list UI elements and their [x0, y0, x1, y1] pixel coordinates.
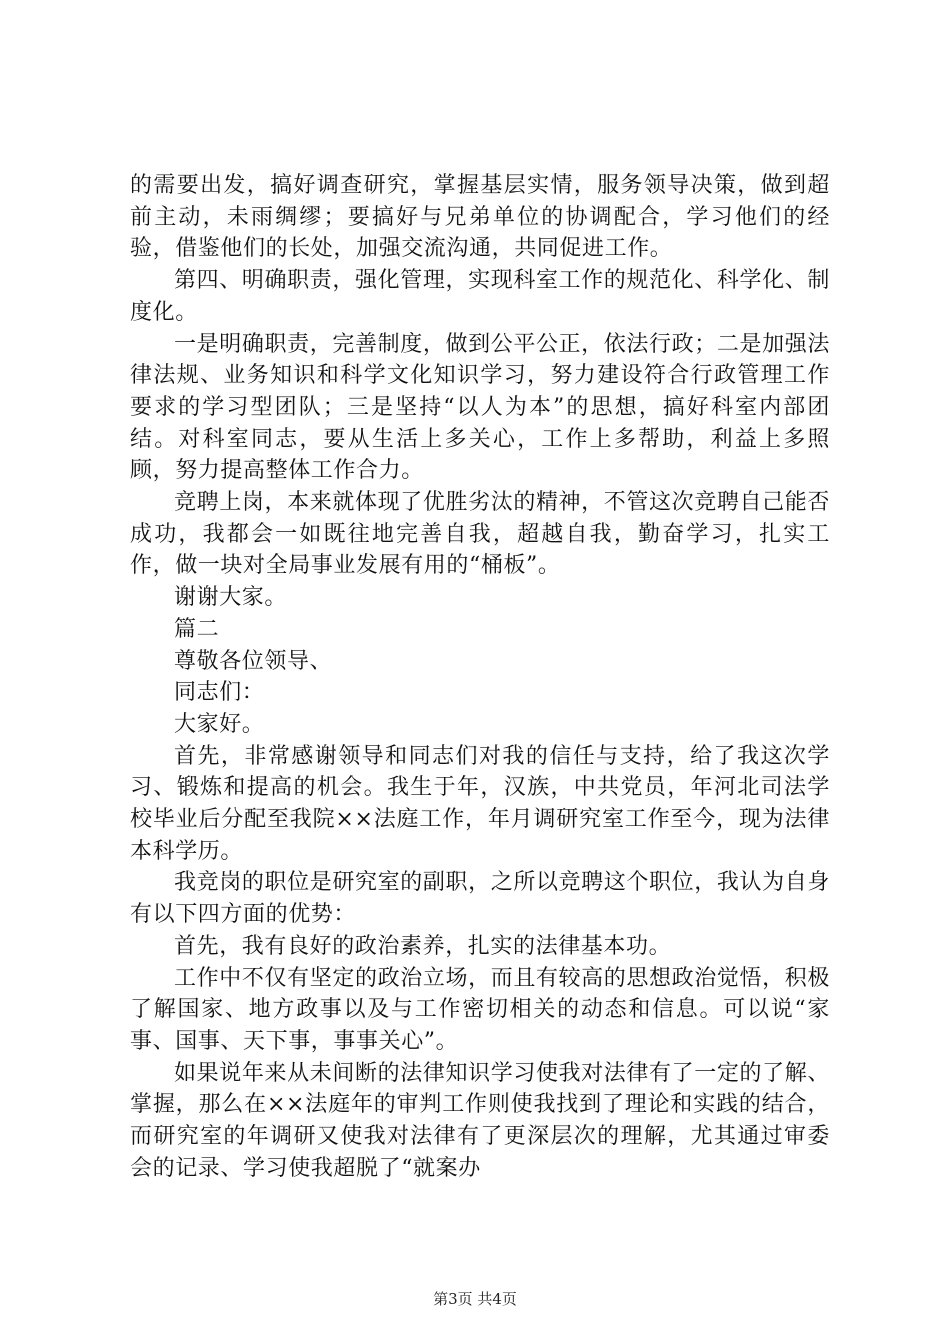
paragraph-section-four-heading: 第四、明确职责，强化管理，实现科室工作的规范化、科学化、制度化。: [130, 268, 830, 325]
paragraph-political: 工作中不仅有坚定的政治立场，而且有较高的思想政治觉悟，积极了解国家、地方政事以及与工作密切相关的动态和信息。可以说“家事、国事、天下事，事事关心”。: [130, 965, 830, 1054]
paragraph-legal-study: 如果说年来从未间断的法律知识学习使我对法律有了一定的了解、掌握，那么在××法庭年的审判工作则使我找到了理论和实践的结合，而研究室的年调研又使我对法律有了更深层次的理解，尤其通过审委会的记录、学习使我超脱了“就案办: [130, 1060, 830, 1181]
greeting: 大家好。: [174, 711, 265, 737]
salutation-leaders: 尊敬各位领导、: [174, 648, 333, 674]
page-footer: 第3页 共4页: [433, 1290, 517, 1308]
paragraph-duties: 一是明确职责，完善制度，做到公平公正，依法行政；二是加强法律法规、业务知识和科学文化知识学习，努力建设符合行政管理工作要求的学习型团队；三是坚持“以人为本”的思想，搞好科室内部团结。对科室同志，要从生活上多关心，工作上多帮助，利益上多照顾，努力提高整体工作合力。: [130, 331, 830, 484]
paragraph-thanks: 谢谢大家。: [174, 585, 288, 611]
paragraph-competition: 竞聘上岗，本来就体现了优胜劣汰的精神，不管这次竞聘自己能否成功，我都会一如既往地完善自我，超越自我，勤奋学习，扎实工作，做一块对全局事业发展有用的“桶板”。: [130, 490, 830, 579]
paragraph-continuation: 的需要出发，搞好调查研究，掌握基层实情，服务领导决策，做到超前主动，未雨绸缪；要搞好与兄弟单位的协调配合，学习他们的经验，借鉴他们的长处，加强交流沟通，共同促进工作。: [130, 173, 830, 262]
salutation-comrades: 同志们：: [174, 680, 265, 706]
document-body: [130, 170, 830, 1185]
paragraph-position: 我竞岗的职位是研究室的副职，之所以竞聘这个职位，我认为自身有以下四方面的优势：: [130, 870, 830, 928]
paragraph-first-advantage: 首先，我有良好的政治素养，扎实的法律基本功。: [174, 933, 672, 959]
paragraph-introduction: 首先，非常感谢领导和同志们对我的信任与支持，给了我这次学习、锻炼和提高的机会。我生于年，汉族，中共党员，年河北司法学校毕业后分配至我院××法庭工作，年月调研究室工作至今，现为法律本科学历。: [130, 743, 830, 864]
section-title-part-two: 篇二: [174, 616, 220, 642]
